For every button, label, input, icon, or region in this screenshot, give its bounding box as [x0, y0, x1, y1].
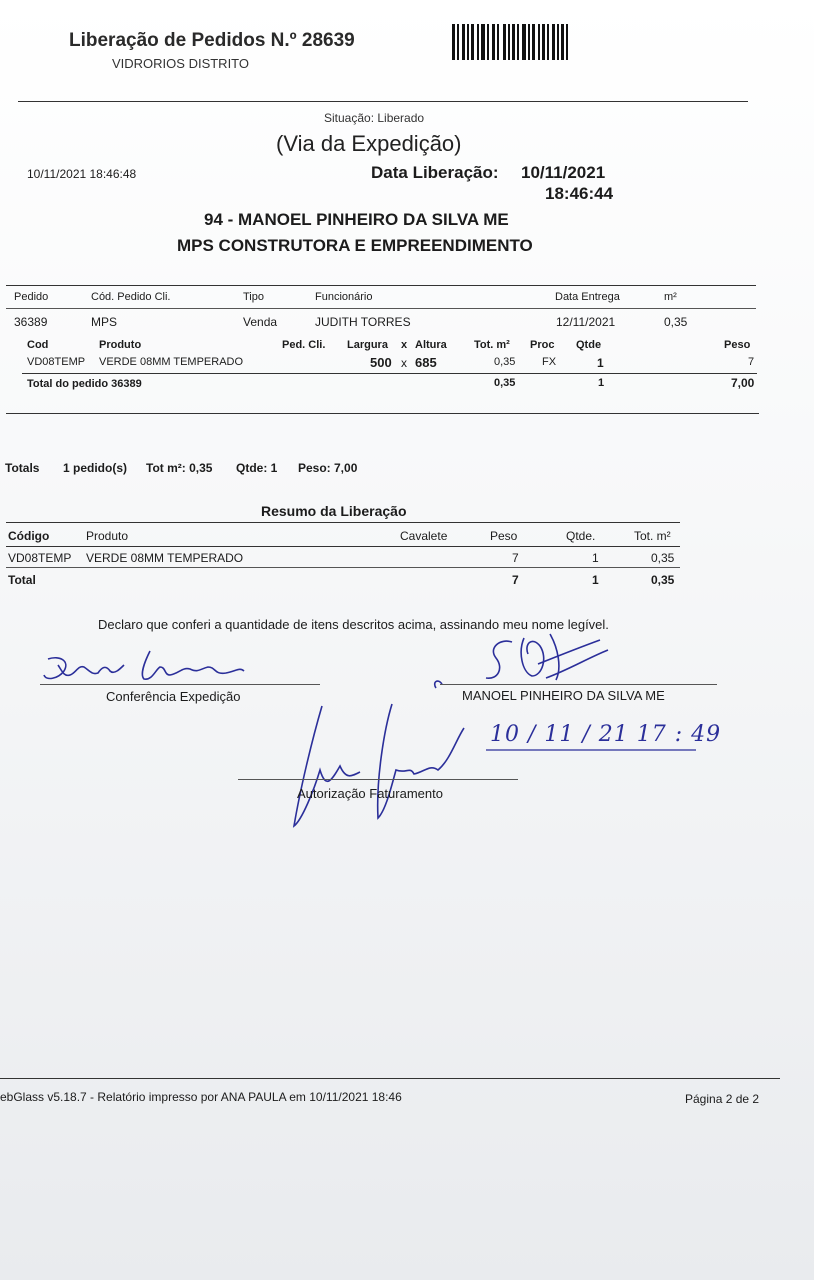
item-x-label: x [401, 339, 408, 351]
employee: JUDITH TORRES [315, 315, 411, 329]
summary-produto-label: Produto [86, 529, 129, 543]
item-peso-label: Peso [724, 339, 751, 351]
item-tot-m2-label: Tot. m² [474, 339, 510, 351]
release-label: Data Liberação: [371, 163, 499, 182]
barcode [452, 24, 578, 60]
customer-name: 94 - MANOEL PINHEIRO DA SILVA ME [204, 210, 509, 229]
order-bottom-divider [6, 413, 759, 414]
item-altura: 685 [415, 355, 437, 370]
conferencia-label: Conferência Expedição [106, 689, 241, 704]
footer-report-info: ebGlass v5.18.7 - Relatório impresso por ANA PAULA em 10/11/2021 18:46 [0, 1090, 402, 1104]
header-divider [18, 101, 748, 102]
summary-tot-m2-label: Tot. m² [634, 529, 671, 543]
client-order-code: MPS [91, 315, 118, 329]
release-date: 10/11/2021 [521, 163, 606, 182]
handwritten-date-text: 10 / 11 / 21 17 : 49 [490, 722, 722, 747]
col-m2-label: m² [664, 291, 677, 303]
col-cod-pedido-label: Cód. Pedido Cli. [91, 291, 171, 303]
summary-codigo-label: Código [8, 529, 50, 543]
summary-produto: VERDE 08MM TEMPERADO [86, 551, 244, 565]
declaration-text: Declaro que conferi a quantidade de itens descritos acima, assinando meu nome legível. [98, 617, 609, 632]
order-m2: 0,35 [664, 315, 688, 329]
summary-total-peso: 7 [512, 573, 519, 587]
totals-pedidos: 1 pedido(s) [63, 461, 128, 475]
customer-company: MPS CONSTRUTORA E EMPREENDIMENTO [177, 236, 533, 255]
col-funcionario-label: Funcionário [315, 291, 373, 303]
summary-total-qtde: 1 [592, 573, 599, 587]
autorizacao-label: Autorização Faturamento [297, 786, 443, 801]
summary-header-divider [6, 546, 680, 547]
summary-qtde-label: Qtde. [566, 529, 596, 543]
totals-label: Totals [5, 461, 40, 475]
printed-datetime: 10/11/2021 18:46:48 [27, 167, 137, 181]
item-qtde: 1 [597, 356, 604, 370]
summary-peso-label: Peso [490, 529, 518, 543]
autorizacao-signature [280, 700, 480, 830]
conferencia-line [40, 684, 320, 685]
order-total-m2: 0,35 [494, 377, 516, 389]
order-total-peso: 7,00 [731, 376, 755, 390]
summary-tot-m2: 0,35 [651, 551, 675, 565]
order-total-qtde: 1 [598, 377, 605, 389]
summary-cavalete-label: Cavalete [400, 529, 448, 543]
item-total-divider [22, 373, 757, 374]
summary-codigo: VD08TEMP [8, 551, 72, 565]
document-title: Liberação de Pedidos N.º 28639 [69, 30, 355, 51]
col-tipo-label: Tipo [243, 291, 264, 303]
summary-peso: 7 [512, 551, 519, 565]
company-name: VIDRORIOS DISTRITO [112, 56, 249, 71]
summary-qtde: 1 [592, 551, 599, 565]
autorizacao-line [238, 779, 518, 780]
client-signature-line [440, 684, 717, 685]
item-peso: 7 [748, 356, 755, 368]
item-produto-label: Produto [99, 339, 142, 351]
item-tot-m2: 0,35 [494, 356, 516, 368]
order-number: 36389 [14, 315, 48, 329]
item-x: x [401, 356, 407, 370]
summary-total-divider [6, 567, 680, 568]
col-pedido-label: Pedido [14, 291, 49, 303]
summary-total-m2: 0,35 [651, 573, 675, 587]
order-top-divider [6, 285, 756, 286]
totals-peso: Peso: 7,00 [298, 461, 358, 475]
item-altura-label: Altura [415, 339, 447, 351]
totals-m2: Tot m²: 0,35 [146, 461, 213, 475]
totals-qtde: Qtde: 1 [236, 461, 278, 475]
item-cod: VD08TEMP [27, 356, 86, 368]
item-proc-label: Proc [530, 339, 555, 351]
col-data-entrega-label: Data Entrega [555, 291, 620, 303]
item-ped-cli-label: Ped. Cli. [282, 339, 326, 351]
order-header-divider [6, 308, 756, 309]
summary-title: Resumo da Liberação [261, 503, 407, 519]
item-largura-label: Largura [347, 339, 388, 351]
via-label: (Via da Expedição) [276, 131, 462, 156]
summary-total-label: Total [8, 573, 36, 587]
footer-divider [0, 1078, 780, 1079]
item-qtde-label: Qtde [576, 339, 602, 351]
delivery-date: 12/11/2021 [556, 315, 616, 329]
situation-label: Situação: Liberado [324, 111, 425, 125]
footer-page-number: Página 2 de 2 [685, 1092, 760, 1106]
order-type: Venda [243, 315, 278, 329]
item-proc: FX [542, 356, 557, 368]
client-signature-label: MANOEL PINHEIRO DA SILVA ME [462, 688, 665, 703]
release-time: 18:46:44 [545, 184, 614, 203]
summary-top-divider [6, 522, 680, 523]
item-produto: VERDE 08MM TEMPERADO [99, 356, 244, 368]
item-largura: 500 [370, 355, 392, 370]
order-total-label: Total do pedido 36389 [27, 378, 142, 390]
item-cod-label: Cod [27, 339, 49, 351]
